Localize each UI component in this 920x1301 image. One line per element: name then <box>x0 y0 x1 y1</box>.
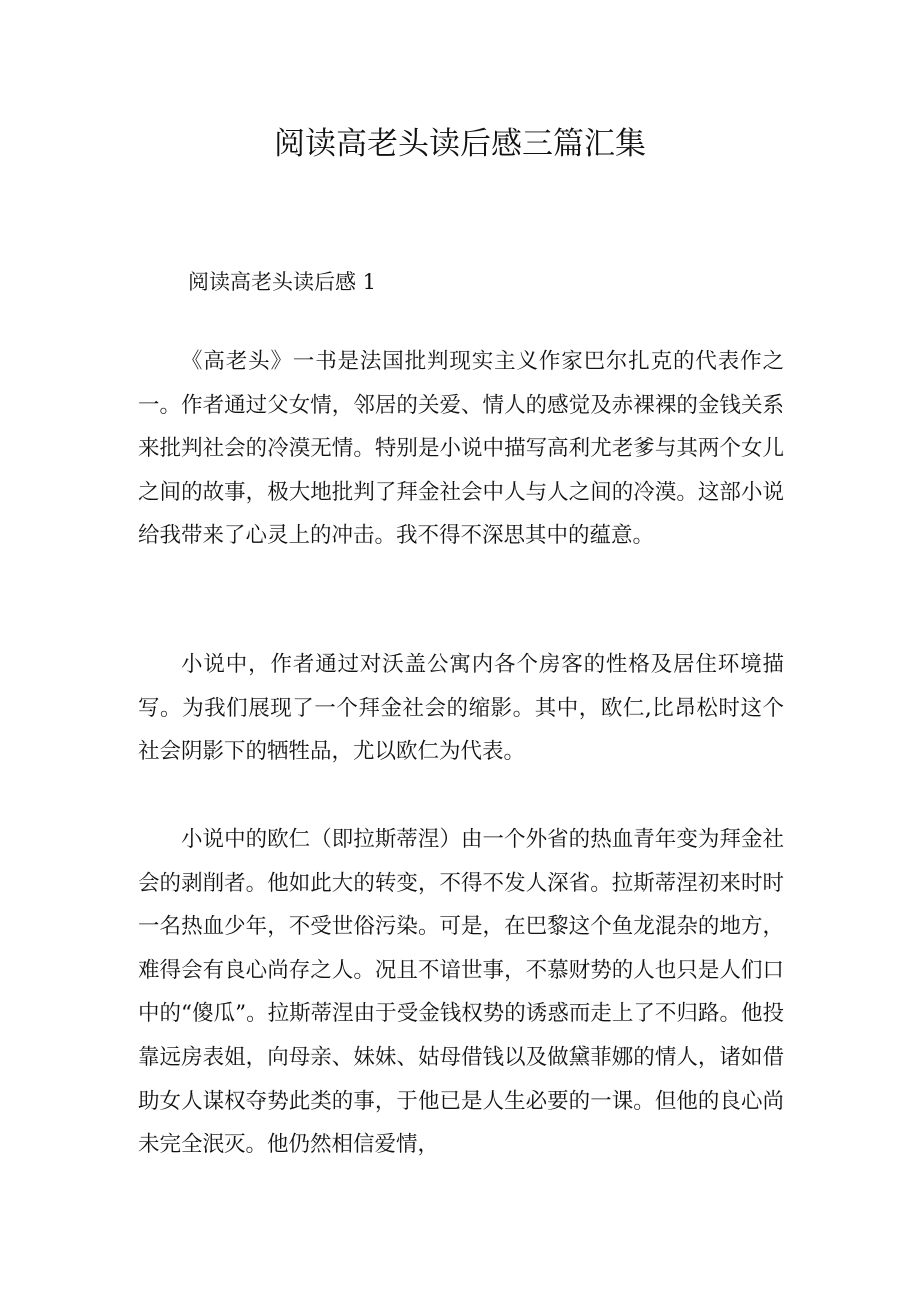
section-heading: 阅读高老头读后感 1 <box>188 270 377 294</box>
document-title: 阅读高老头读后感三篇汇集 <box>274 126 646 162</box>
paragraph-1: 《高老头》一书是法国批判现实主义作家巴尔扎克的代表作之一。作者通过父女情，邻居的关爱、情人的感觉及赤裸裸的金钱关系来批判社会的冷漠无情。特别是小说中描写高利尤老爹与其两个女儿之间的故事，极大地批判了拜金社会中人与人之间的冷漠。这部小说给我带来了心灵上的冲击。我不得不深思其中的蕴意。 <box>138 349 784 549</box>
paragraph-3: 小说中的欧仁（即拉斯蒂涅）由一个外省的热血青年变为拜金社会的剥削者。他如此大的转变，不得不发人深省。拉斯蒂涅初来时时一名热血少年，不受世俗污染。可是，在巴黎这个鱼龙混杂的地方，难得会有良心尚存之人。况且不谙世事，不慕财势的人也只是人们口中的“傻瓜”。拉斯蒂涅由于受金钱权势的诱惑而走上了不归路。他投靠远房表姐，向母亲、妹妹、姑母借钱以及做黛菲娜的情人，诸如借助女人谋权夺势此类的事，于他已是人生必要的一课。但他的良心尚未完全泯灭。他仍然相信爱情， <box>138 827 784 1158</box>
paragraph-2: 小说中，作者通过对沃盖公寓内各个房客的性格及居住环境描写。为我们展现了一个拜金社会的缩影。其中，欧仁,比昂松时这个社会阴影下的牺牲品，尤以欧仁为代表。 <box>138 652 784 765</box>
